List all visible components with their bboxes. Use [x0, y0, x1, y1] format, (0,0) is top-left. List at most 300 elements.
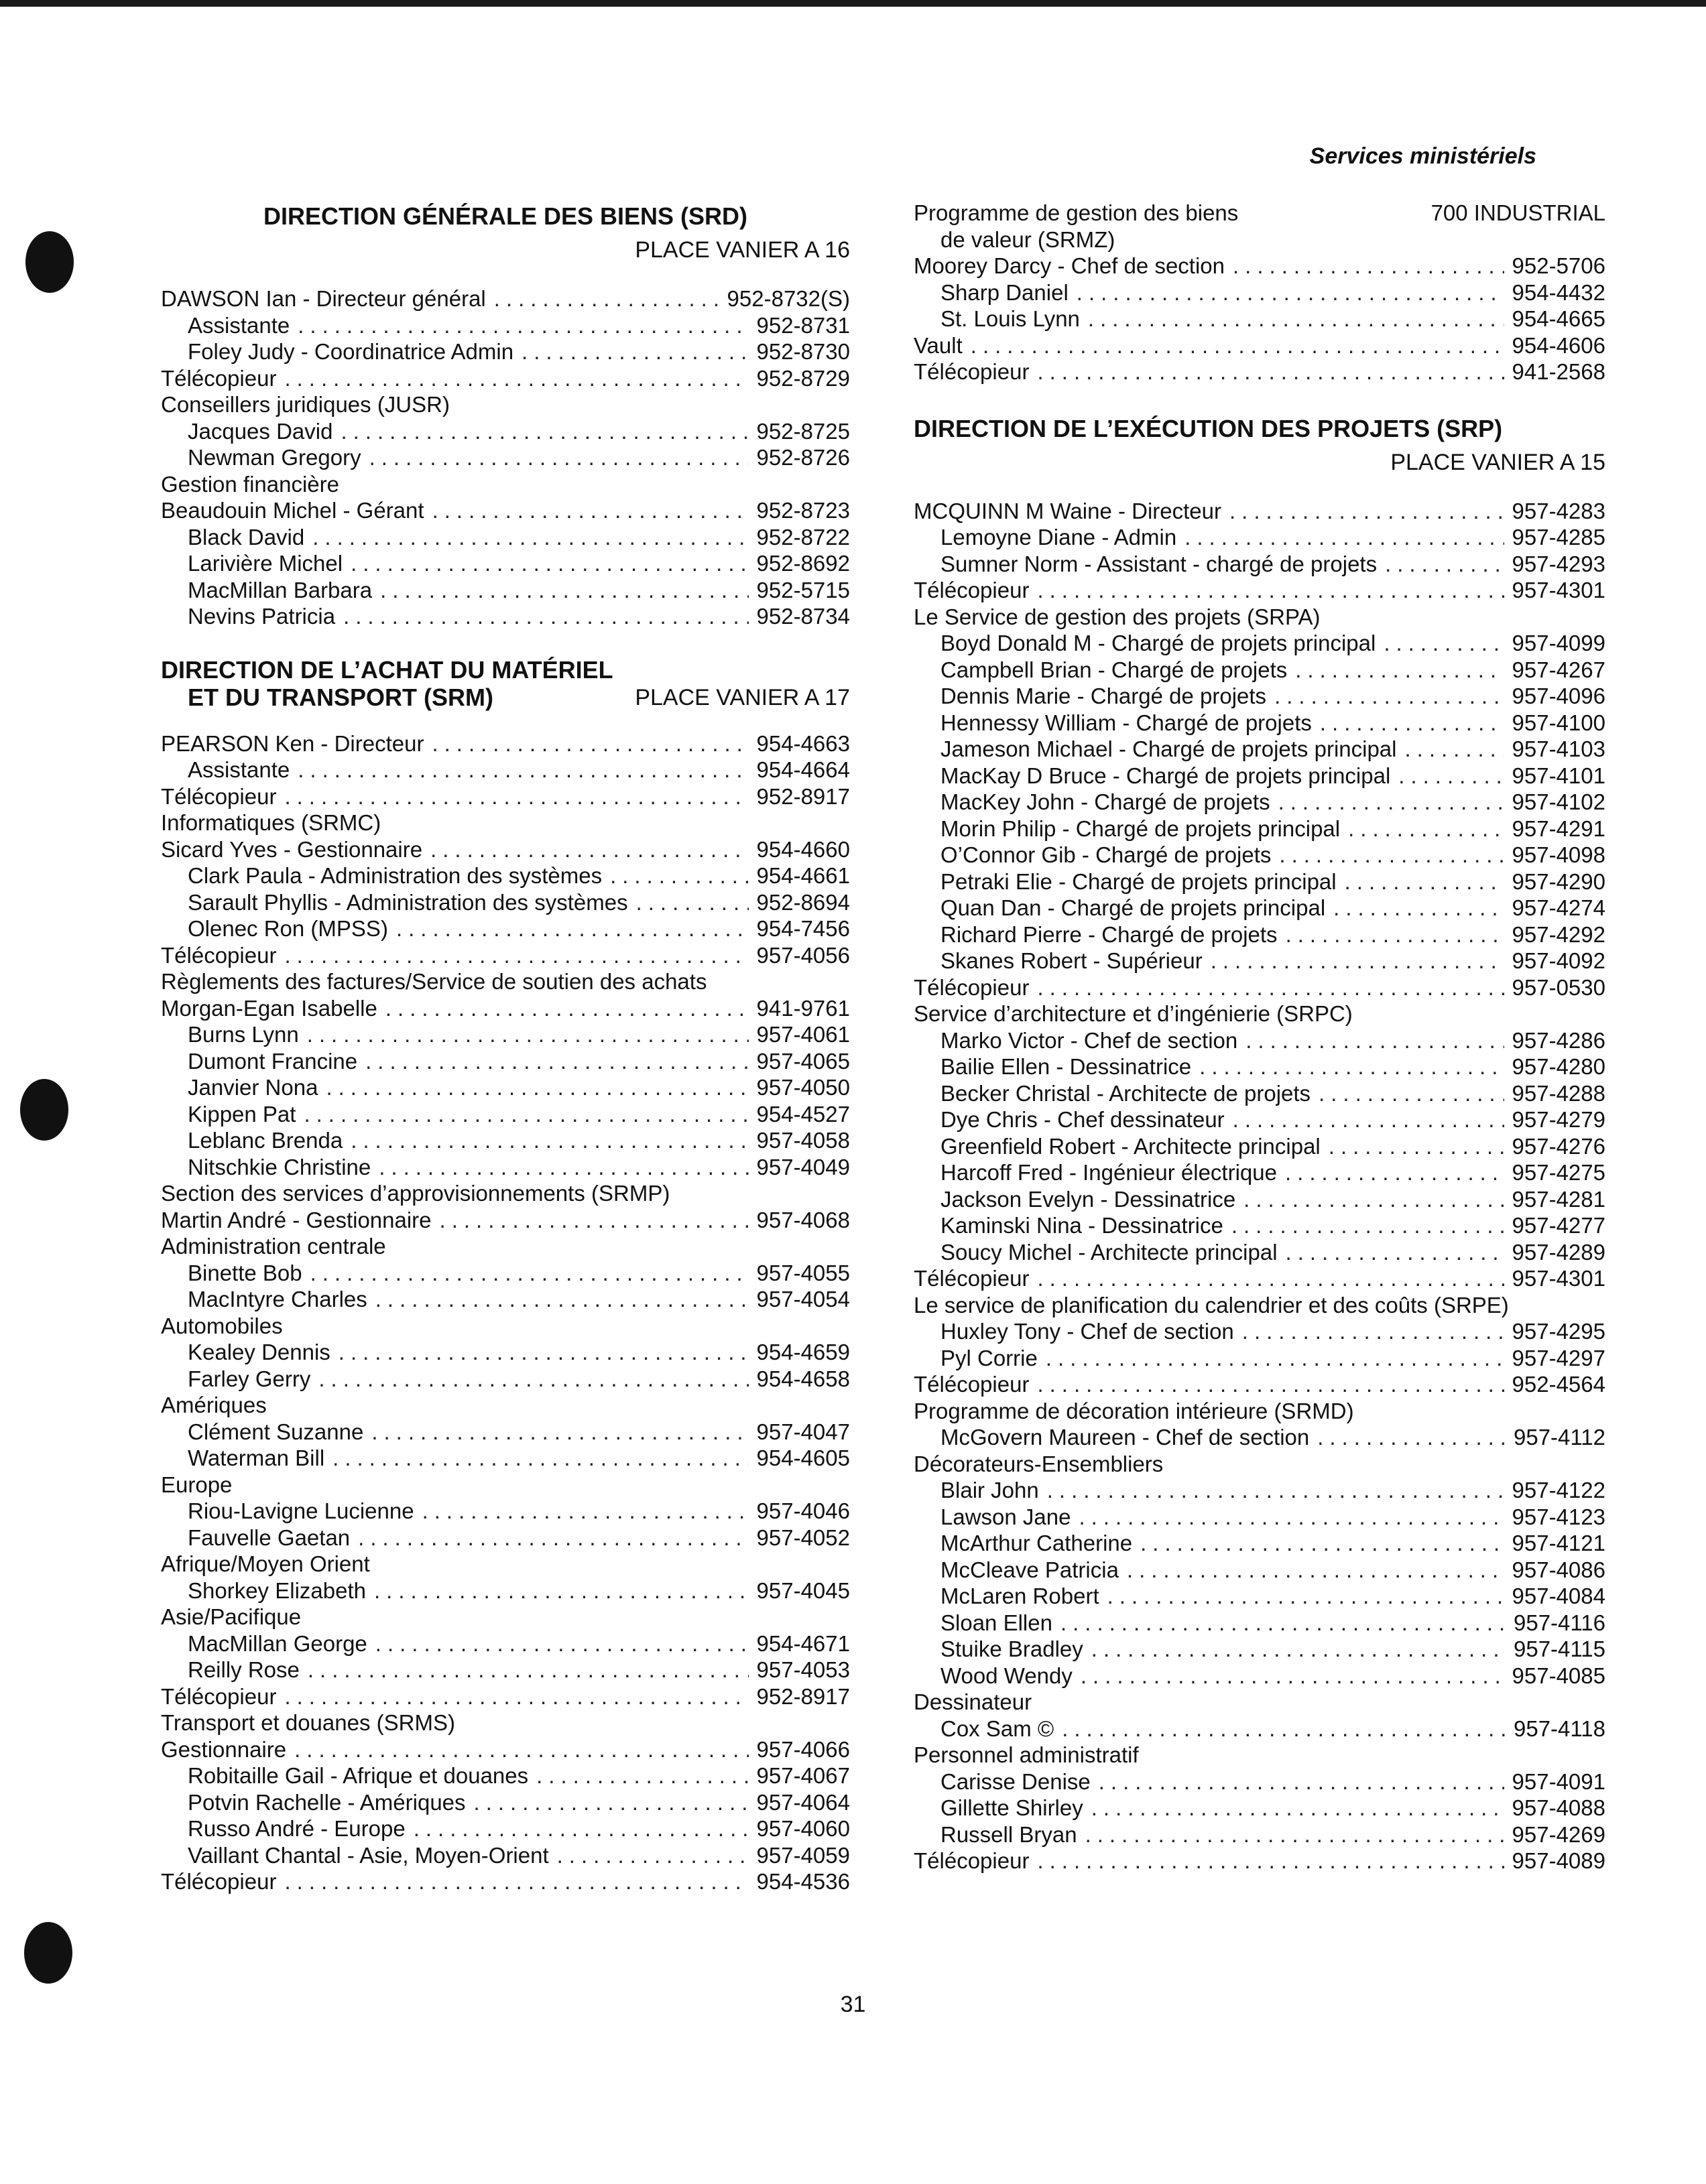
entry-phone: 952-8917: [756, 783, 850, 809]
subsection-label: [161, 1551, 850, 1578]
punch-hole: [20, 1079, 68, 1141]
entry-name: Bailie Ellen - Dessinatrice: [940, 1054, 1192, 1079]
directory-entry: [914, 1371, 1605, 1398]
left-column: [161, 200, 850, 1895]
entry-phone: 957-4099: [1512, 631, 1605, 655]
entry-phone: 957-4276: [1512, 1133, 1605, 1159]
entry-phone: 957-4269: [1512, 1821, 1605, 1847]
directory-entry: [914, 1821, 1605, 1848]
entry-name: McArthur Catherine: [940, 1531, 1133, 1555]
entry-phone: 952-8726: [756, 445, 850, 470]
dot-leader: [474, 1789, 749, 1816]
srmz-heading-row2: [914, 227, 1605, 253]
subsection-label: [914, 1001, 1605, 1027]
subsection-label: [161, 1472, 850, 1498]
entry-phone: 941-9761: [756, 995, 850, 1021]
entry-phone: 954-4536: [756, 1869, 850, 1894]
entry-phone: 957-4301: [1512, 1266, 1605, 1291]
srp-place: PLACE VANIER A 15: [1390, 449, 1605, 475]
dot-leader: [432, 730, 748, 757]
entry-name: Transport et douanes (SRMS): [161, 1710, 455, 1735]
directory-entry: [914, 869, 1605, 895]
entry-phone: 957-4098: [1512, 842, 1605, 867]
subsection-label: [914, 1689, 1605, 1716]
entry-phone: 957-4283: [1512, 498, 1605, 523]
entry-name: Kealey Dennis: [188, 1340, 330, 1364]
entry-name: Vaillant Chantal - Asie, Moyen-Orient: [188, 1842, 549, 1868]
entry-name: Stuike Bradley: [940, 1636, 1083, 1661]
entry-name: Clément Suzanne: [188, 1419, 364, 1444]
directory-entry: [914, 1345, 1605, 1372]
directory-entry: [161, 1154, 850, 1181]
entry-phone: 957-4122: [1512, 1478, 1605, 1502]
entry-phone: 957-4054: [756, 1287, 850, 1311]
entry-phone: 952-8730: [756, 339, 850, 364]
entry-name: St. Louis Lynn: [940, 306, 1080, 331]
directory-entry: [914, 1583, 1605, 1610]
entry-name: Reilly Rose: [188, 1657, 300, 1682]
directory-entry: [914, 279, 1605, 306]
dot-leader: [1107, 1583, 1504, 1610]
srmz-heading-line1: Programme de gestion des biens: [914, 200, 1239, 225]
entry-name: Le Service de gestion des projets (SRPA): [914, 604, 1321, 629]
directory-entry: [914, 1053, 1605, 1080]
entry-phone: 952-8731: [756, 312, 850, 338]
entry-phone: 954-4606: [1512, 332, 1605, 358]
directory-entry: [914, 842, 1605, 869]
entry-phone: 957-4092: [1512, 948, 1605, 973]
right-column: [914, 200, 1605, 1874]
directory-entry: [161, 942, 850, 969]
entry-name: McGovern Maureen - Chef de section: [940, 1425, 1310, 1450]
directory-entry: [914, 895, 1605, 921]
dot-leader: [318, 1366, 748, 1393]
dot-leader: [1085, 1821, 1504, 1848]
dot-leader: [1286, 921, 1504, 948]
dot-leader: [343, 603, 748, 630]
srm-place: PLACE VANIER A 17: [635, 684, 850, 710]
entry-phone: 957-4060: [756, 1816, 850, 1841]
directory-entry: [161, 1127, 850, 1154]
entry-phone: 957-4085: [1512, 1663, 1605, 1688]
entry-name: Sloan Ellen: [940, 1610, 1052, 1635]
entry-name: Jacques David: [188, 418, 333, 444]
dot-leader: [369, 444, 749, 471]
directory-entry: [914, 306, 1605, 332]
entry-phone: 954-7456: [756, 916, 850, 941]
entry-name: Automobiles: [161, 1313, 283, 1338]
directory-entry: [161, 889, 850, 916]
entry-name: Cox Sam ©: [940, 1716, 1054, 1741]
dot-leader: [1077, 279, 1504, 306]
dot-leader: [1199, 1053, 1504, 1080]
entry-name: Morin Philip - Chargé de projets principal: [940, 816, 1341, 841]
srmz-list: [914, 253, 1605, 385]
entry-phone: 957-4112: [1513, 1425, 1605, 1450]
directory-entry: [914, 630, 1605, 657]
entry-name: Télécopieur: [914, 359, 1030, 384]
entry-phone: 957-4292: [1512, 921, 1605, 947]
srmz-heading-line2: de valeur (SRMZ): [940, 227, 1115, 252]
srm-heading-row: [161, 684, 850, 712]
dot-leader: [557, 1842, 749, 1869]
entry-phone: 952-8692: [756, 551, 850, 576]
directory-entry: [914, 524, 1605, 551]
entry-phone: 957-4055: [756, 1260, 850, 1285]
entry-name: Russo André - Europe: [188, 1816, 406, 1841]
entry-phone: 957-4289: [1512, 1239, 1605, 1265]
entry-phone: 957-4295: [1512, 1319, 1605, 1344]
dot-leader: [284, 1683, 748, 1710]
subsection-label: [161, 391, 850, 418]
entry-phone: 957-4297: [1512, 1345, 1605, 1370]
subsection-label: [914, 604, 1605, 631]
entry-phone: 952-5706: [1512, 253, 1605, 278]
subsection-label: [161, 1392, 850, 1419]
running-head: Services ministériels: [1309, 143, 1536, 169]
entry-name: Programme de décoration intérieure (SRMD): [914, 1398, 1354, 1423]
directory-entry: [914, 1477, 1605, 1504]
dot-leader: [284, 1868, 748, 1895]
directory-entry: [914, 1769, 1605, 1795]
dot-leader: [375, 1630, 749, 1657]
dot-leader: [339, 1339, 749, 1366]
dot-leader: [379, 1154, 748, 1181]
entry-name: Télécopieur: [914, 1372, 1030, 1397]
entry-name: Blair John: [940, 1478, 1039, 1502]
directory-entry: [161, 550, 850, 577]
dot-leader: [1088, 306, 1504, 332]
entry-name: Shorkey Elizabeth: [188, 1578, 366, 1603]
directory-entry: [914, 1027, 1605, 1054]
entry-phone: 957-4115: [1513, 1636, 1605, 1661]
directory-entry: [914, 1530, 1605, 1557]
entry-phone: 957-4281: [1512, 1186, 1605, 1212]
entry-name: O’Connor Gib - Chargé de projets: [940, 842, 1272, 867]
entry-phone: 957-4047: [756, 1419, 850, 1444]
entry-name: Quan Dan - Chargé de projets principal: [940, 895, 1326, 920]
dot-leader: [332, 1445, 748, 1472]
entry-name: MacIntyre Charles: [188, 1287, 367, 1311]
entry-name: Jameson Michael - Chargé de projets principal: [940, 736, 1397, 761]
dot-leader: [1233, 253, 1504, 279]
dot-leader: [304, 1101, 748, 1128]
dot-leader: [1046, 1345, 1504, 1372]
dot-leader: [1320, 710, 1504, 736]
dot-leader: [341, 418, 748, 445]
directory-entry: [914, 974, 1605, 1001]
entry-phone: 957-4049: [756, 1154, 850, 1179]
directory-entry: [914, 657, 1605, 684]
dot-leader: [326, 1074, 748, 1101]
entry-phone: 957-4053: [756, 1657, 850, 1682]
dot-leader: [1099, 1769, 1504, 1795]
directory-entry: [161, 312, 850, 339]
entry-name: Wood Wendy: [940, 1663, 1073, 1688]
entry-name: Pyl Corrie: [940, 1345, 1038, 1370]
dot-leader: [1243, 1186, 1504, 1213]
dot-leader: [284, 365, 748, 392]
entry-phone: 954-4527: [756, 1101, 850, 1127]
directory-entry: [914, 1106, 1605, 1133]
entry-name: Afrique/Moyen Orient: [161, 1551, 370, 1576]
entry-name: Becker Christal - Architecte de projets: [940, 1080, 1311, 1106]
entry-name: Hennessy William - Chargé de projets: [940, 710, 1312, 735]
subsection-label: [161, 1604, 850, 1630]
dot-leader: [1398, 763, 1504, 789]
directory-entry: [161, 1525, 850, 1551]
entry-name: Kippen Pat: [188, 1101, 296, 1127]
directory-entry: [161, 1260, 850, 1287]
entry-name: Dennis Marie - Chargé de projets: [940, 684, 1267, 708]
entry-name: Administration centrale: [161, 1234, 386, 1259]
entry-name: MacKey John - Chargé de projets: [940, 789, 1270, 814]
entry-name: Gestionnaire: [161, 1736, 287, 1762]
srp-list: [914, 498, 1605, 1874]
dot-leader: [1037, 1265, 1504, 1292]
entry-name: Newman Gregory: [188, 445, 361, 470]
punch-hole: [25, 231, 74, 293]
dot-leader: [1081, 1663, 1504, 1689]
subsection-label: [914, 1742, 1605, 1769]
dot-leader: [396, 915, 749, 942]
entry-phone: 957-4286: [1512, 1027, 1605, 1053]
directory-entry: [161, 1021, 850, 1048]
dot-leader: [1037, 1848, 1504, 1874]
entry-phone: 957-4091: [1512, 1769, 1605, 1794]
directory-entry: [914, 816, 1605, 842]
entry-name: Sharp Daniel: [940, 279, 1069, 305]
entry-phone: 954-4663: [756, 730, 850, 756]
directory-entry: [161, 285, 850, 312]
directory-entry: [914, 1504, 1605, 1531]
entry-phone: 957-4045: [756, 1578, 850, 1603]
srm-heading-line2: ET DU TRANSPORT (SRM): [188, 683, 493, 711]
directory-entry: [914, 359, 1605, 385]
entry-phone: 957-4046: [756, 1498, 850, 1523]
entry-phone: 957-4088: [1512, 1795, 1605, 1820]
subsection-label: [914, 1398, 1605, 1425]
entry-name: Section des services d’approvisionnements (SRMP): [161, 1181, 670, 1206]
entry-name: Clark Paula - Administration des systèmes: [188, 863, 603, 888]
entry-name: Sumner Norm - Assistant - chargé de projets: [940, 551, 1378, 576]
directory-entry: [161, 1366, 850, 1393]
entry-name: Vault: [914, 332, 963, 358]
dot-leader: [1229, 498, 1504, 525]
directory-entry: [914, 1557, 1605, 1584]
entry-name: MCQUINN M Waine - Directeur: [914, 498, 1221, 523]
directory-entry: [914, 1133, 1605, 1160]
entry-phone: 957-4101: [1512, 763, 1605, 788]
entry-name: McLaren Robert: [940, 1584, 1099, 1608]
dot-leader: [1037, 974, 1504, 1001]
dot-leader: [1245, 1027, 1504, 1054]
dot-leader: [1405, 736, 1504, 763]
entry-name: Amériques: [161, 1393, 267, 1417]
directory-entry: [161, 1630, 850, 1657]
page-number: 31: [840, 1992, 866, 2017]
entry-phone: 954-4605: [756, 1446, 850, 1470]
entry-phone: 957-4121: [1512, 1531, 1605, 1555]
dot-leader: [1233, 1106, 1504, 1133]
entry-phone: 957-4096: [1512, 684, 1605, 708]
srd-heading: DIRECTION GÉNÉRALE DES BIENS (SRD): [263, 202, 748, 230]
dot-leader: [1295, 657, 1504, 684]
subsection-label: [161, 810, 850, 836]
entry-name: Burns Lynn: [188, 1022, 299, 1047]
directory-entry: [914, 498, 1605, 525]
dot-leader: [1285, 1159, 1504, 1186]
entry-name: Harcoff Fred - Ingénieur électrique: [940, 1160, 1277, 1185]
entry-name: MacMillan Barbara: [188, 577, 373, 602]
entry-name: McCleave Patricia: [940, 1557, 1119, 1582]
directory-entry: [161, 497, 850, 524]
directory-entry: [914, 1212, 1605, 1239]
entry-name: Moorey Darcy - Chef de section: [914, 253, 1225, 278]
dot-leader: [308, 1657, 749, 1683]
entry-name: PEARSON Ken - Directeur: [161, 730, 424, 756]
directory-entry: [161, 1815, 850, 1842]
entry-name: Conseillers juridiques (JUSR): [161, 392, 450, 417]
dot-leader: [1231, 1212, 1504, 1239]
dot-leader: [284, 783, 748, 810]
directory-entry: [914, 736, 1605, 763]
entry-phone: 957-4089: [1512, 1848, 1605, 1873]
entry-phone: 954-4665: [1512, 306, 1605, 331]
directory-entry: [161, 1074, 850, 1101]
entry-name: Huxley Tony - Chef de section: [940, 1319, 1234, 1344]
entry-name: Règlements des factures/Service de soutien des achats: [161, 969, 707, 994]
entry-phone: 957-0530: [1512, 974, 1605, 1000]
dot-leader: [1127, 1557, 1504, 1584]
subsection-label: [161, 1313, 850, 1340]
entry-name: MacMillan George: [188, 1630, 367, 1656]
entry-phone: 957-4280: [1512, 1054, 1605, 1079]
entry-name: Dumont Francine: [188, 1048, 358, 1074]
dot-leader: [1317, 1424, 1506, 1451]
entry-name: Boyd Donald M - Chargé de projets principal: [940, 631, 1376, 655]
entry-phone: 957-4293: [1512, 551, 1605, 576]
entry-name: Janvier Nona: [188, 1075, 318, 1100]
srd-place: PLACE VANIER A 16: [635, 237, 850, 263]
entry-name: Petraki Elie - Chargé de projets principal: [940, 869, 1337, 894]
entry-phone: 957-4277: [1512, 1213, 1605, 1238]
directory-entry: [161, 783, 850, 810]
subsection-label: [161, 1710, 850, 1736]
directory-entry: [161, 1762, 850, 1789]
entry-name: Télécopieur: [914, 578, 1030, 602]
directory-entry: [914, 1239, 1605, 1266]
subsection-label: [161, 1180, 850, 1207]
directory-entry: [161, 915, 850, 942]
entry-name: Potvin Rachelle - Amériques: [188, 1789, 466, 1815]
dot-leader: [440, 1207, 749, 1234]
directory-entry: [161, 862, 850, 889]
entry-name: Europe: [161, 1472, 233, 1497]
entry-phone: 957-4288: [1512, 1080, 1605, 1106]
dot-leader: [1140, 1530, 1504, 1557]
dot-leader: [310, 1260, 749, 1287]
directory-entry: [161, 995, 850, 1022]
directory-entry: [914, 577, 1605, 604]
entry-phone: 952-8723: [756, 498, 850, 523]
directory-entry: [914, 1795, 1605, 1821]
entry-name: Nitschkie Christine: [188, 1154, 371, 1179]
entry-phone: 957-4102: [1512, 789, 1605, 814]
directory-entry: [161, 1578, 850, 1604]
entry-phone: 957-4064: [756, 1789, 850, 1815]
entry-name: Beaudouin Michel - Gérant: [161, 498, 424, 523]
dot-leader: [1348, 816, 1504, 842]
dot-leader: [1319, 1080, 1504, 1107]
entry-phone: 957-4103: [1512, 736, 1605, 761]
dot-leader: [610, 862, 748, 889]
dot-leader: [1384, 630, 1504, 657]
entry-phone: 954-4659: [756, 1340, 850, 1364]
entry-name: Décorateurs-Ensembliers: [914, 1451, 1164, 1476]
directory-entry: [161, 1445, 850, 1472]
dot-leader: [385, 995, 749, 1022]
entry-phone: 954-4660: [756, 836, 850, 862]
entry-phone: 957-4086: [1512, 1557, 1605, 1582]
entry-phone: 957-4290: [1512, 869, 1605, 894]
entry-name: Marko Victor - Chef de section: [940, 1027, 1238, 1053]
directory-entry: [161, 1286, 850, 1313]
punch-hole: [24, 1922, 72, 1984]
entry-name: Waterman Bill: [188, 1446, 325, 1470]
directory-entry: [161, 1657, 850, 1683]
dot-leader: [1079, 1504, 1504, 1531]
directory-entry: [914, 1848, 1605, 1874]
dot-leader: [1278, 789, 1504, 816]
directory-entry: [914, 763, 1605, 789]
entry-name: Carisse Denise: [940, 1769, 1091, 1794]
entry-phone: 957-4291: [1512, 816, 1605, 841]
directory-entry: [161, 1498, 850, 1525]
entry-phone: 957-4050: [756, 1075, 850, 1100]
dot-leader: [1060, 1610, 1506, 1636]
entry-name: Morgan-Egan Isabelle: [161, 995, 377, 1021]
dot-leader: [1333, 895, 1504, 921]
dot-leader: [1062, 1716, 1506, 1742]
dot-leader: [1385, 551, 1504, 578]
entry-name: Assistante: [188, 312, 290, 338]
entry-phone: 957-4267: [1512, 657, 1605, 682]
directory-entry: [161, 1842, 850, 1869]
subsection-label: [161, 968, 850, 995]
entry-phone: 957-4084: [1512, 1584, 1605, 1608]
directory-entry: [161, 1207, 850, 1234]
directory-entry: [914, 1265, 1605, 1292]
dot-leader: [298, 312, 748, 339]
directory-entry: [161, 444, 850, 471]
entry-name: Leblanc Brenda: [188, 1128, 343, 1153]
entry-phone: 957-4068: [756, 1207, 850, 1232]
entry-phone: 954-4658: [756, 1366, 850, 1391]
entry-name: Télécopieur: [914, 1848, 1030, 1873]
entry-name: Sicard Yves - Gestionnaire: [161, 836, 423, 862]
directory-entry: [914, 1159, 1605, 1186]
directory-entry: [914, 1318, 1605, 1345]
entry-phone: 954-4664: [756, 757, 850, 782]
dot-leader: [1242, 1318, 1504, 1345]
directory-entry: [914, 253, 1605, 279]
entry-name: MacKay D Bruce - Chargé de projets principal: [940, 763, 1391, 788]
srmz-heading-row: [914, 200, 1605, 227]
entry-phone: 952-8722: [756, 524, 850, 550]
directory-entry: [914, 1186, 1605, 1213]
dot-leader: [430, 836, 748, 863]
